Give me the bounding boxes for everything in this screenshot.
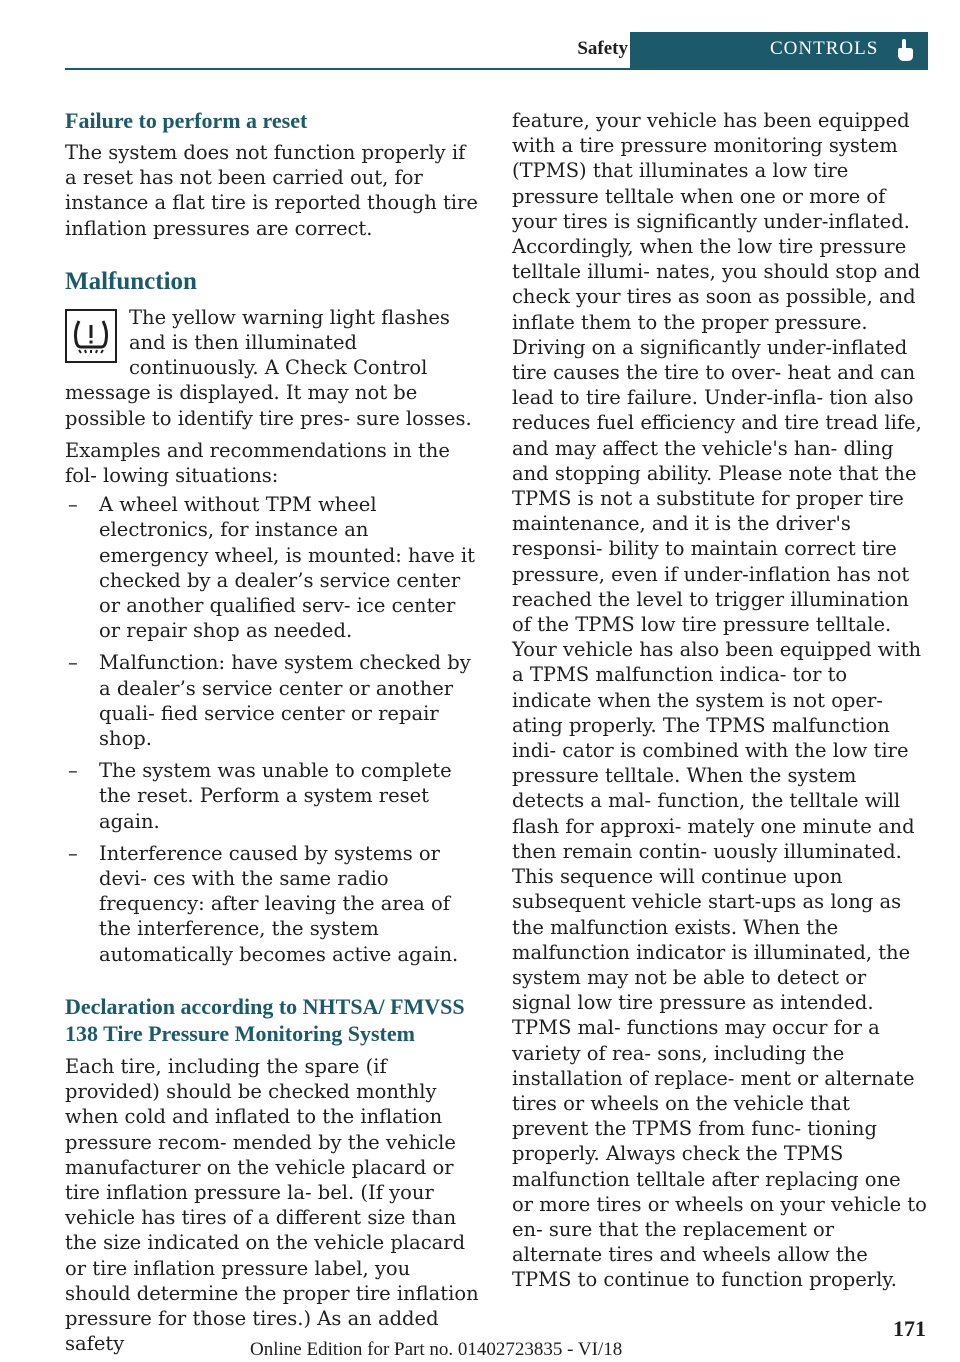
bullet-dash: – (68, 493, 78, 517)
warning-block (65, 305, 480, 431)
paragraph-examples: Examples and recommendations in the fol‐ lowing situations: (65, 438, 450, 488)
bullet-dash: – (68, 651, 78, 675)
paragraph-reset-failure: The system does not function properly if a reset has not been carried out, for instance a flat tire is reported though tire inflation pressures are correct. (65, 141, 478, 240)
list-item (65, 650, 480, 751)
bullet-dash: – (68, 841, 78, 865)
list-item (65, 841, 480, 967)
hand-pointer-icon (894, 37, 916, 67)
section-label: Safety (577, 38, 628, 59)
right-column (512, 108, 927, 1293)
heading-reset-failure: Failure to perform a reset (65, 108, 308, 133)
page-number: 171 (893, 1316, 926, 1341)
chapter-tab (630, 32, 928, 70)
list-item (65, 492, 480, 643)
list-item-text: The system was unable to complete the reset. Perform a system reset again. (99, 759, 452, 833)
list-item-text: Interference caused by systems or devi‐ ces with the same radio frequency: after leaving the area of the interference, the system automatically becomes active again. (99, 841, 459, 966)
list-item-text: Malfunction: have system checked by a dealer’s service center or another quali‐ fied service center or repair shop. (99, 651, 471, 751)
tire-pressure-warning-icon (65, 309, 117, 363)
list-item-text: A wheel without TPM wheel electronics, for instance an emergency wheel, is mounted: have it checked by a dealer’s service center or another qualified serv‐ ice center or repair shop as needed. (99, 493, 476, 643)
paragraph-declaration: Each tire, including the spare (if provided) should be checked monthly when cold and inflated to the inflation pressure recom‐ mended by the vehicle manufacturer on the vehicle placard or tire inflation pressure la‐ bel. (If your vehicle has tires of a different size than the size indicated on the vehicle placard or tire inflation pressure label, you should determine the proper tire inflation pressure for those tires.) As an added safety (65, 1054, 479, 1356)
chapter-label: CONTROLS (770, 38, 879, 59)
heading-malfunction: Malfunction (65, 267, 197, 295)
header-rule (65, 68, 928, 70)
left-column (65, 108, 480, 1356)
list-item (65, 758, 480, 834)
paragraph-tpms-continued: feature, your vehicle has been equipped with a tire pressure monitoring system (TPMS) that illuminates a low tire pressure telltale when one or more of your tires is significantly under-inflated. Accordingly, when the low tire pressure telltale illumi‐ nates, you should stop and check your tires as soon as possible, and inflate them to the proper pressure. Driving on a significantly under-inflated tire causes the tire to over‐ heat and can lead to tire failure. Under-infla‐ tion also reduces fuel efficiency and tire tread life, and may affect the vehicle's han‐ dling and stopping ability. Please note that the TPMS is not a substitute for proper tire maintenance, and it is the driver's responsi‐ bility to maintain correct tire pressure, even if under-inflation has not reached the level to trigger illumination of the TPMS low tire pressure telltale. Your vehicle has also been equipped with a TPMS malfunction indica‐ tor to indicate when the system is not oper‐ ating properly. The TPMS malfunction indi‐ cator is combined with the low tire pressure telltale. When the system detects a mal‐ function, the telltale will flash for approxi‐ mately one minute and then remain contin‐ uously illuminated. This sequence will continue upon subsequent vehicle start-ups as long as the malfunction exists. When the malfunction indicator is illuminated, the system may not be able to detect or signal low tire pressure as intended. TPMS mal‐ functions may occur for a variety of rea‐ sons, including the installation of replace‐ ment or alternate tires or wheels on the vehicle that prevent the TPMS from func‐ tioning properly. Always check the TPMS malfunction telltale after replacing one or more tires or wheels on your vehicle to en‐ sure that the replacement or alternate tires and wheels allow the TPMS to continue to function properly. (512, 109, 927, 1292)
page-header (65, 32, 928, 70)
footer-online-edition: Online Edition for Part no. 01402723835 - VI/18 (250, 1339, 623, 1360)
bullet-dash: – (68, 759, 78, 783)
paragraph-warning-light: The yellow warning light flashes and is then illuminated continuously. A Check Control message is displayed. It may not be possible to identify tire pres‐ sure losses. (65, 305, 472, 430)
recommendation-list (65, 492, 480, 967)
heading-declaration: Declaration according to NHTSA/ FMVSS 138 Tire Pressure Monitoring System (65, 993, 465, 1047)
